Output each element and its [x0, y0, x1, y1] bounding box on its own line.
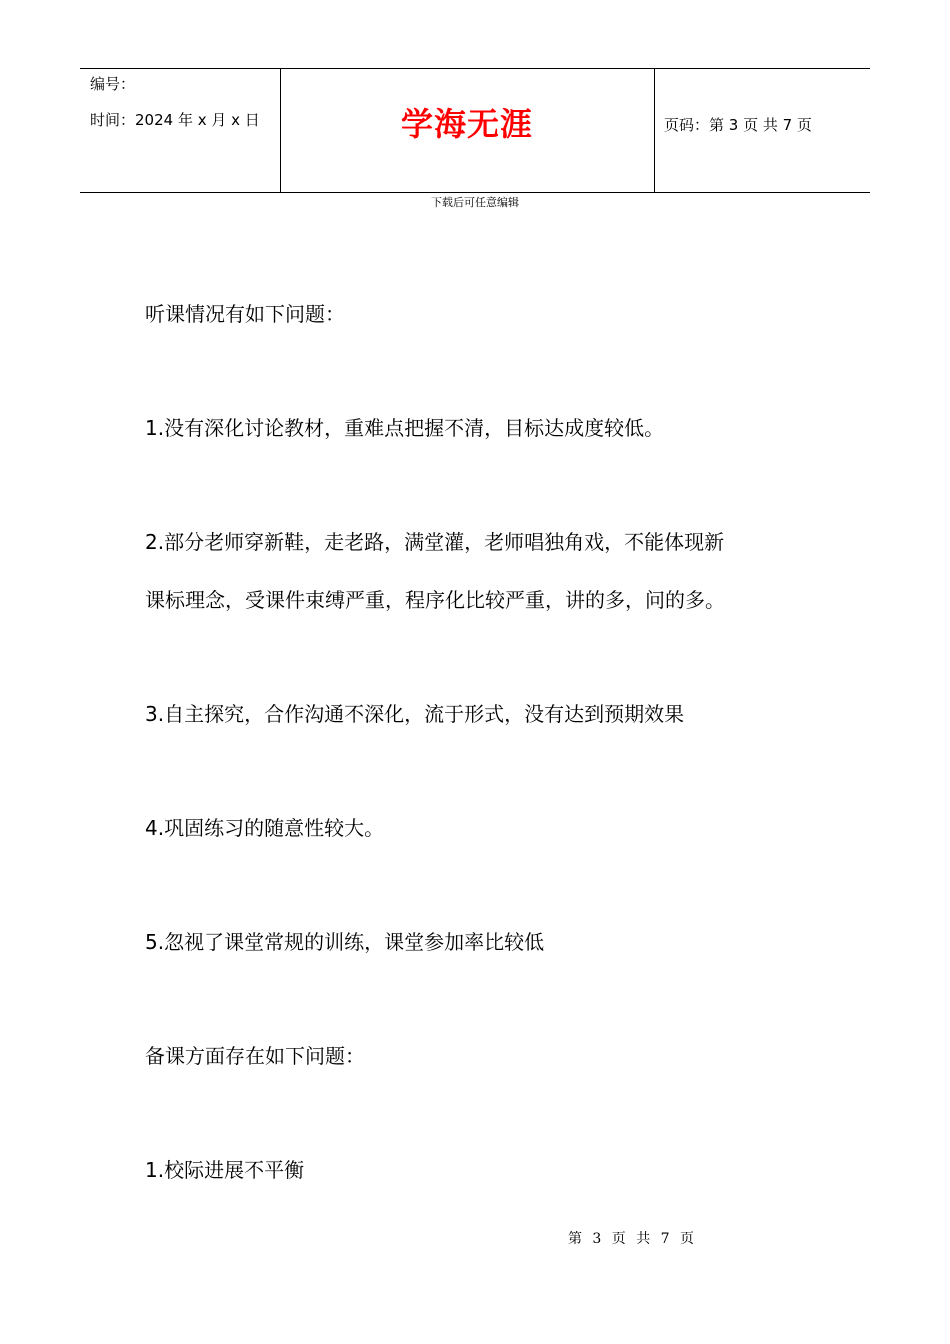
paragraph-item-2-line-2: 课标理念，受课件束缚严重，程序化比较严重，讲的多，问的多。	[145, 588, 725, 612]
header-divider	[654, 69, 655, 192]
document-code-label: 编号：	[90, 75, 136, 93]
header-page-number: 页码：第 3 页 共 7 页	[664, 116, 812, 134]
edit-note: 下载后可任意编辑	[431, 196, 519, 209]
paragraph-lesson-prep-heading: 备课方面存在如下问题：	[145, 1044, 365, 1068]
paragraph-prep-item-1: 1.校际进展不平衡	[145, 1158, 305, 1182]
paragraph-listening-issues-heading: 听课情况有如下问题：	[145, 302, 345, 326]
paragraph-item-1: 1.没有深化讨论教材，重难点把握不清，目标达成度较低。	[145, 416, 665, 440]
paragraph-item-2-line-1: 2.部分老师穿新鞋，走老路，满堂灌，老师唱独角戏，不能体现新	[145, 530, 725, 554]
paragraph-item-5: 5.忽视了课堂常规的训练，课堂参加率比较低	[145, 930, 545, 954]
brand-title: 学海无涯	[400, 105, 533, 143]
paragraph-item-4: 4.巩固练习的随意性较大。	[145, 816, 385, 840]
document-header-table	[80, 68, 870, 193]
page-footer: 第 3 页 共 7 页	[567, 1231, 695, 1247]
paragraph-item-3: 3.自主探究，合作沟通不深化，流于形式，没有达到预期效果	[145, 702, 685, 726]
document-date-label: 时间：2024 年 x 月 x 日	[90, 111, 260, 129]
